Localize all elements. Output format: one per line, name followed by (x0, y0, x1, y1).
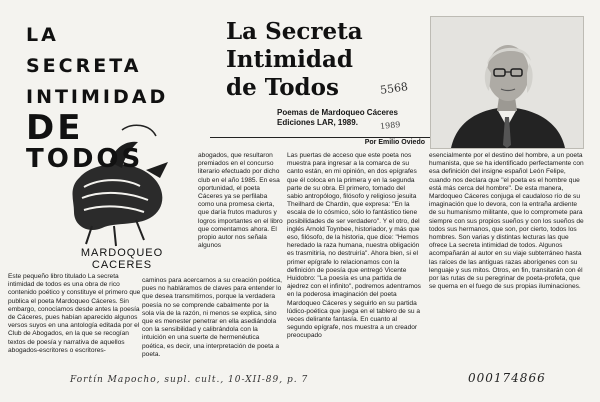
headline-line: de Todos (226, 74, 339, 101)
cover-author-line: CACERES (91, 259, 153, 271)
cover-title (26, 20, 176, 175)
article-body-column-4: esencialmente por el destino del hombre, a un poeta humanista, que se ha identificado perfectamente con esa definición del insigne español León Felipe, cuando nos declara que "el poeta es el hombre que está más cerca del hombre". De esta manera, Mardoqueo Cáceres conjuga el caudaloso río de su imaginación que lo devora, con la entraña ardiente de su humanismo militante, que lo compromete para siempre con sus propios sueños y con los sueños de todos sus hermanos, que son, por cierto, todos los hombres. Son varias y distintas lecturas las que ofrece La secreta intimidad de todos. Algunos acompañarán al autor en su viaje subterráneo hasta las raíces de las antiguas razas aborígenes con su lenguaje y sus mitos. Otros, en fin, transitarán con él por las rutas de su peregrinar de poeta-profeta, que se quema en el fuego de sus propias iluminaciones. (429, 152, 584, 291)
headline-line: La Secreta (226, 18, 363, 45)
cover-title-line: INTIMIDAD (26, 86, 169, 108)
headline-line: Intimidad (226, 46, 353, 73)
article-body-column-2: abogados, que resultaron premiados en el concurso literario efectuado por dicho club en el año 1985. En esa oportunidad, el poeta Cáceres ya se perfilaba como una promesa cierta, que daría frutos maduros y logros importantes en el libro que comentamos ahora. El propio autor nos señala algunos (198, 152, 283, 250)
handwritten-annotation-year: 1989 (379, 119, 401, 132)
portrait-illustration (431, 17, 583, 148)
book-credits (277, 108, 427, 128)
handwritten-annotation-number: 5568 (379, 80, 409, 97)
credits-line: Ediciones LAR, 1989. (277, 118, 358, 127)
divider-rule (210, 137, 432, 138)
article-body-column-1: Este pequeño libro titulado La secreta intimidad de todos es una obra de rico contenido poético y constituye el primero que publica el poeta Mardoqueo Cáceres. Sin embargo, conocíamos desde antes la poesía de Cáceres, pues habían aparecido algunos versos suyos en una antología editada por el Club de Abogados, en la que se recogían textos de poesía y narrativa de aquellos abogados-escritores o escritores- (8, 273, 141, 354)
cover-author-line: MARDOQUEO (80, 247, 164, 259)
cover-title-line: DE (26, 108, 84, 148)
article-byline: Por Emilio Oviedo (364, 139, 425, 146)
article-body-column-2-continued: caminos para acercarnos a su creación poética, pues no habláramos de claves para entender lo que desea transmitirnos, porque la verdadera poesía no se comprende cabalmente por la sola vía de la razón, ni menos se explica, sino que es menester penetrar en ella asediándola con la sensibilidad y calibrándola con la intuición en una suerte de hermenéutica poética, es decir, una interpretación de poeta a poeta. (142, 277, 282, 358)
cover-title-line: TODOS (26, 144, 144, 174)
archive-code: 000174866 (468, 371, 546, 385)
article-body-column-3: Las puertas de acceso que este poeta nos muestra para ingresar a la comarca de su canto están, en mi opinión, en dos epígrafes que él coloca en la primera y en la segunda parte de su obra. El primero, tomado del sabio antropólogo, filósofo y religioso jesuita Theilhard de Chardin, que expresa: "En la escala de lo cósmico, sólo lo fantástico tiene posibilidades de ser verdadero". Y el otro, del inglés Arnold Toynbee, historiador, y más que eso, filósofo, de la historia, que dice: "Hemos heredado la raza humana, nuestra obligación es trasmitiría, no destruiría". Ahora bien, si el primer epígrafe lo relacionamos con la definición de poesía que entregó Vicente Huidobro: "La poesía es una partida de ajedrez con el infinito", podremos adentramos en la poderosa imaginación del poeta Mardoqueo Cáceres y seguirlo en su partida lúdico-poética que juega en el tablero de su a veces delirante fantasía. En cuanto al segundo epígrafe, nos muestra a un creador preocupado (287, 152, 421, 340)
handwritten-source-note: Fortín Mapocho, supl. cult., 10-XII-89, p. 7 (70, 375, 309, 385)
credits-line: Poemas de Mardoqueo Cáceres (277, 108, 398, 117)
cover-author (62, 247, 182, 271)
cover-title-line: LA SECRETA (26, 24, 142, 77)
book-cover-illustration (18, 12, 186, 271)
author-photograph (430, 16, 584, 149)
